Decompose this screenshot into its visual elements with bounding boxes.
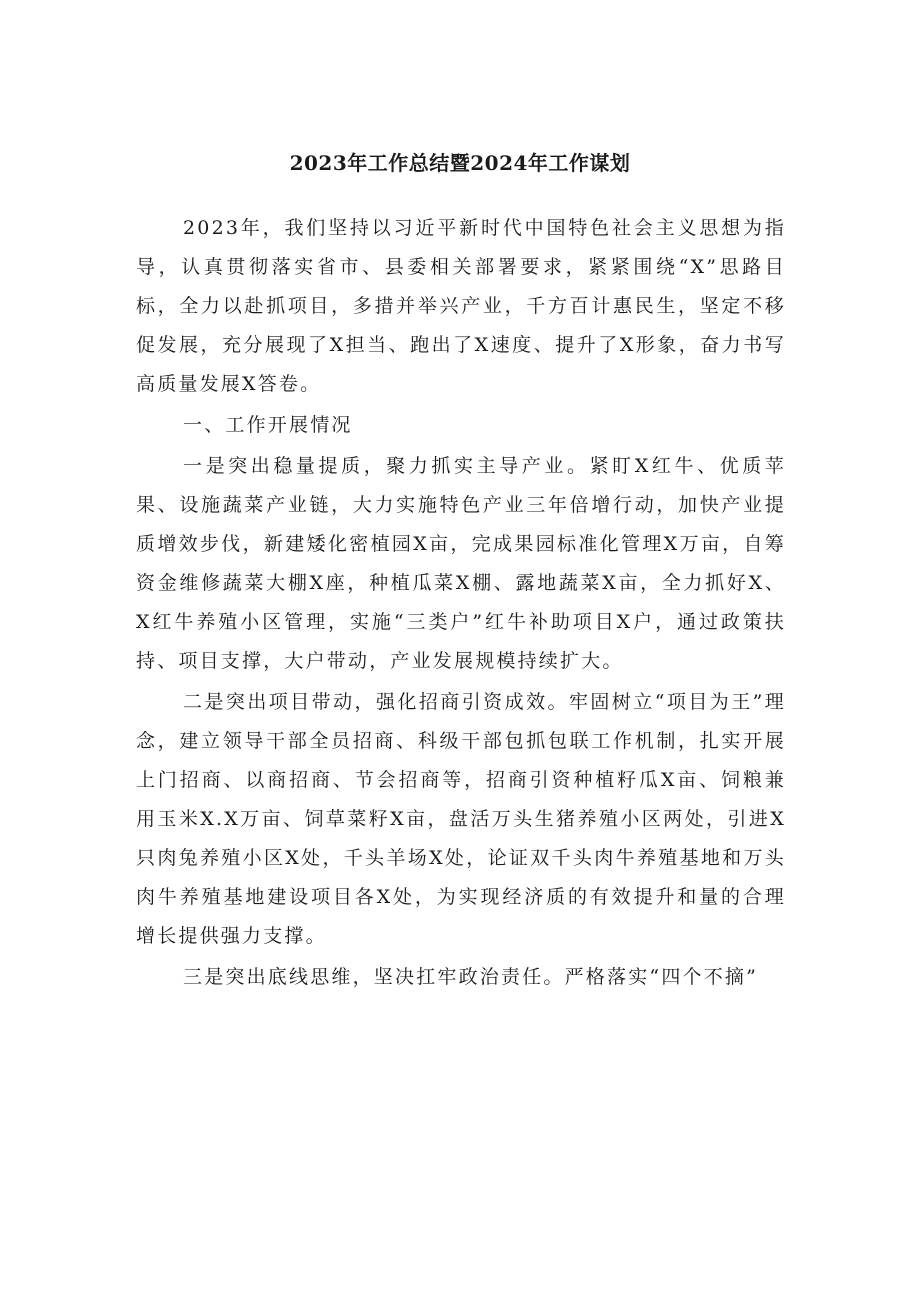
paragraph-1: 一是突出稳量提质，聚力抓实主导产业。紧盯X红牛、优质苹果、设施蔬菜产业链，大力实施特色产业三年倍增行动，加快产业提质增效步伐，新建矮化密植园X亩，完成果园标准化管理X万亩，自筹资金维修蔬菜大棚X座，种植瓜菜X棚、露地蔬菜X亩，全力抓好X、X红牛养殖小区管理，实施“三类户”红牛补助项目X户，通过政策扶持、项目支撑，大户带动，产业发展规模持续扩大。 (136, 455, 786, 672)
section-heading: 一、工作开展情况 (183, 414, 353, 436)
intro-paragraph: 2023年，我们坚持以习近平新时代中国特色社会主义思想为指导，认真贯彻落实省市、县委相关部署要求，紧紧围绕“X”思路目标，全力以赴抓项目，多措并举兴产业，千方百计惠民生，坚定不移促发展，充分展现了X担当、跑出了X速度、提升了X形象，奋力书写高质量发展X答卷。 (136, 217, 786, 395)
paragraph-2: 二是突出项目带动，强化招商引资成效。牢固树立“项目为王”理念，建立领导干部全员招商、科级干部包抓包联工作机制，扎实开展上门招商、以商招商、节会招商等，招商引资种植籽瓜X亩、饲粮兼用玉米X.X万亩、饲草菜籽X亩，盘活万头生猪养殖小区两处，引进X只肉兔养殖小区X处，千头羊场X处，论证双千头肉牛养殖基地和万头肉牛养殖基地建设项目各X处，为实现经济质的有效提升和量的合理增长提供强力支撑。 (136, 691, 786, 947)
paragraph-3: 三是突出底线思维，坚决扛牢政治责任。严格落实“四个不摘” (183, 966, 759, 988)
document-body (136, 209, 786, 999)
document-title: 2023年工作总结暨2024年工作谋划 (289, 151, 631, 175)
